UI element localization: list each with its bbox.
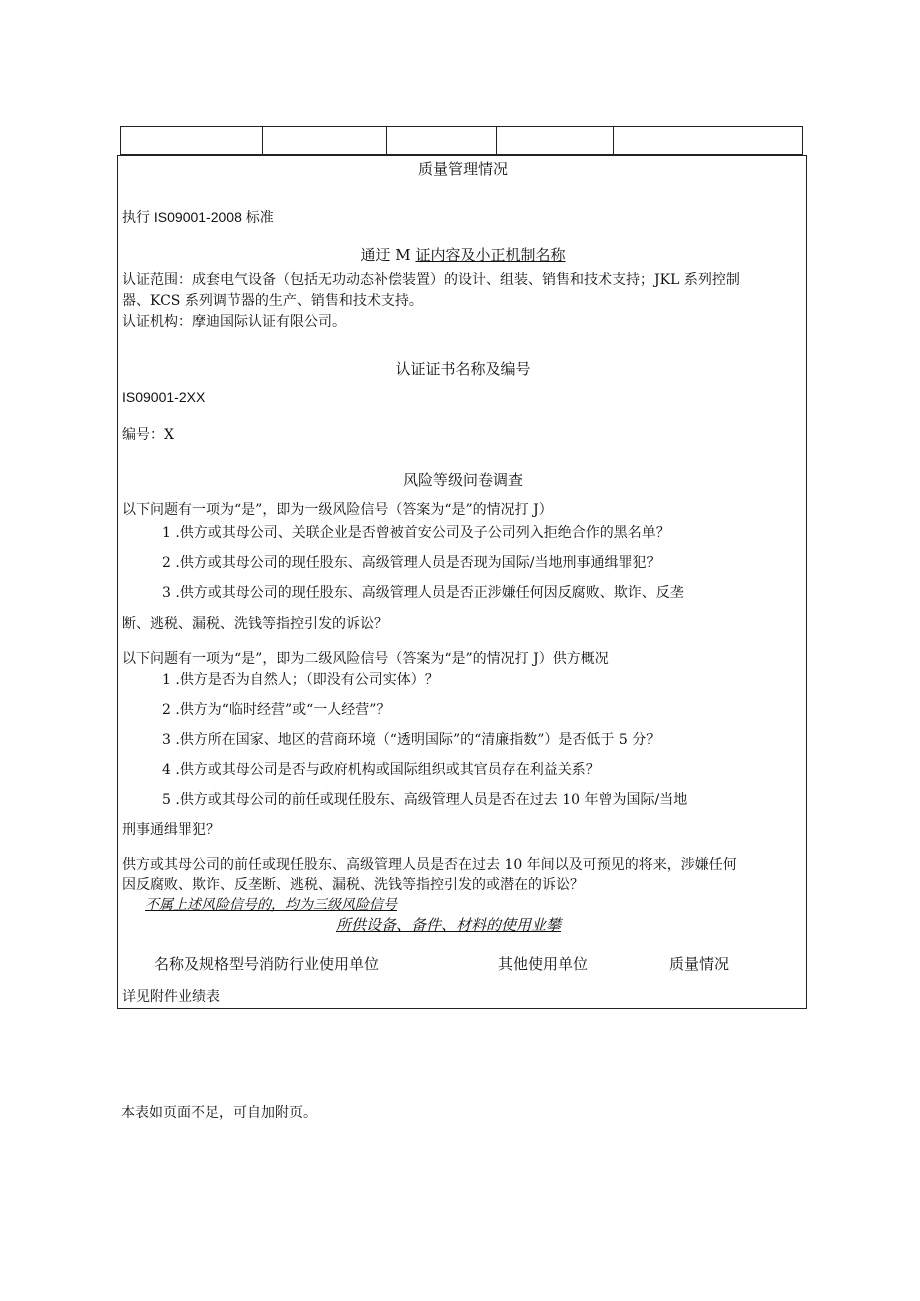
certificate-name: IS09001-2XX — [122, 389, 206, 405]
risk-level3-note: 不属上述风险信号的，均为三级风险信号 — [145, 897, 397, 913]
main-form-box — [117, 155, 807, 1009]
cert-title — [118, 246, 808, 264]
risk-level2-item-2: 2 .供方为“临时经营”或“一人经营”？ — [162, 702, 391, 718]
cert-title-plain: 通迂 M — [360, 246, 416, 264]
quality-title: 质量管理情况 — [417, 160, 508, 178]
usage-col-3: 质量情况 — [669, 955, 730, 973]
risk-level1-item-1: 1 .供方或其母公司、关联企业是否曾被首安公司及子公司列入拒绝合作的黑名单？ — [162, 525, 670, 541]
risk-level2-extra-line2: 因反腐败、欺诈、反垄断、逃税、漏税、洗钱等指控引发的或潜在的诉讼？ — [122, 877, 584, 893]
risk-level1-item-3-cont: 断、逃税、漏税、洗钱等指控引发的诉讼？ — [122, 616, 388, 632]
risk-level2-extra-line1: 供方或其母公司的前任或现任股东、高级管理人员是否在过去 10 年间以及可预见的将来，涉嫌任何 — [122, 857, 737, 873]
usage-title: 所供设备、备件、材料的使用业攀 — [336, 916, 562, 934]
top-cell-4 — [497, 127, 614, 154]
top-cell-1 — [121, 127, 263, 154]
footer-note: 本表如页面不足，可自加附页。 — [121, 1105, 317, 1121]
cert-scope-line1: 认证范围：成套电气设备（包括无功动态补偿装置）的设计、组装、销售和技术支持；JKL 系列控制 — [122, 272, 740, 288]
risk-level2-item-5-cont: 刑事通缉罪犯？ — [122, 822, 220, 838]
cert-title-underlined: 证内容及小正机制名称 — [415, 246, 566, 264]
usage-col-2: 其他使用单位 — [498, 955, 589, 973]
risk-level1-intro: 以下问题有一项为“是”，即为一级风险信号（答案为“是”的情况打 J） — [122, 502, 553, 518]
cert-body: 认证机构：摩迪国际认证有限公司。 — [122, 314, 346, 330]
certificate-number: 编号：X — [122, 427, 174, 443]
cert-scope-line2: 器、KCS 系列调节器的生产、销售和技术支持。 — [122, 293, 423, 309]
risk-level2-item-5: 5 .供方或其母公司的前任或现任股东、高级管理人员是否在过去 10 年曾为国际/当地 — [162, 792, 688, 808]
risk-level2-item-4: 4 .供方或其母公司是否与政府机构或国际组织或其官员存在利益关系？ — [162, 762, 600, 778]
top-table-row — [120, 126, 803, 155]
top-cell-3 — [387, 127, 497, 154]
usage-col-1: 名称及规格型号消防行业使用单位 — [154, 955, 380, 973]
risk-level2-item-1: 1 .供方是否为自然人；（即没有公司实体）？ — [162, 672, 439, 688]
risk-level1-item-3: 3 .供方或其母公司的现任股东、高级管理人员是否正涉嫌任何因反腐败、欺诈、反垄 — [162, 585, 684, 601]
risk-level2-item-3: 3 .供方所在国家、地区的营商环境（“透明国际”的“清廉指数”）是否低于 5 分？ — [162, 732, 661, 748]
usage-detail: 详见附件业绩表 — [122, 989, 220, 1005]
certificate-title: 认证证书名称及编号 — [395, 360, 531, 378]
risk-title: 风险等级问卷调查 — [402, 471, 523, 489]
top-cell-2 — [263, 127, 387, 154]
top-cell-5 — [614, 127, 802, 154]
quality-standard: 执行 IS09001-2008 标准 — [122, 209, 274, 225]
risk-level1-item-2: 2 .供方或其母公司的现任股东、高级管理人员是否现为国际/当地刑事通缉罪犯？ — [162, 555, 661, 571]
risk-level2-intro: 以下问题有一项为“是”，即为二级风险信号（答案为“是”的情况打 J）供方概况 — [122, 651, 609, 667]
